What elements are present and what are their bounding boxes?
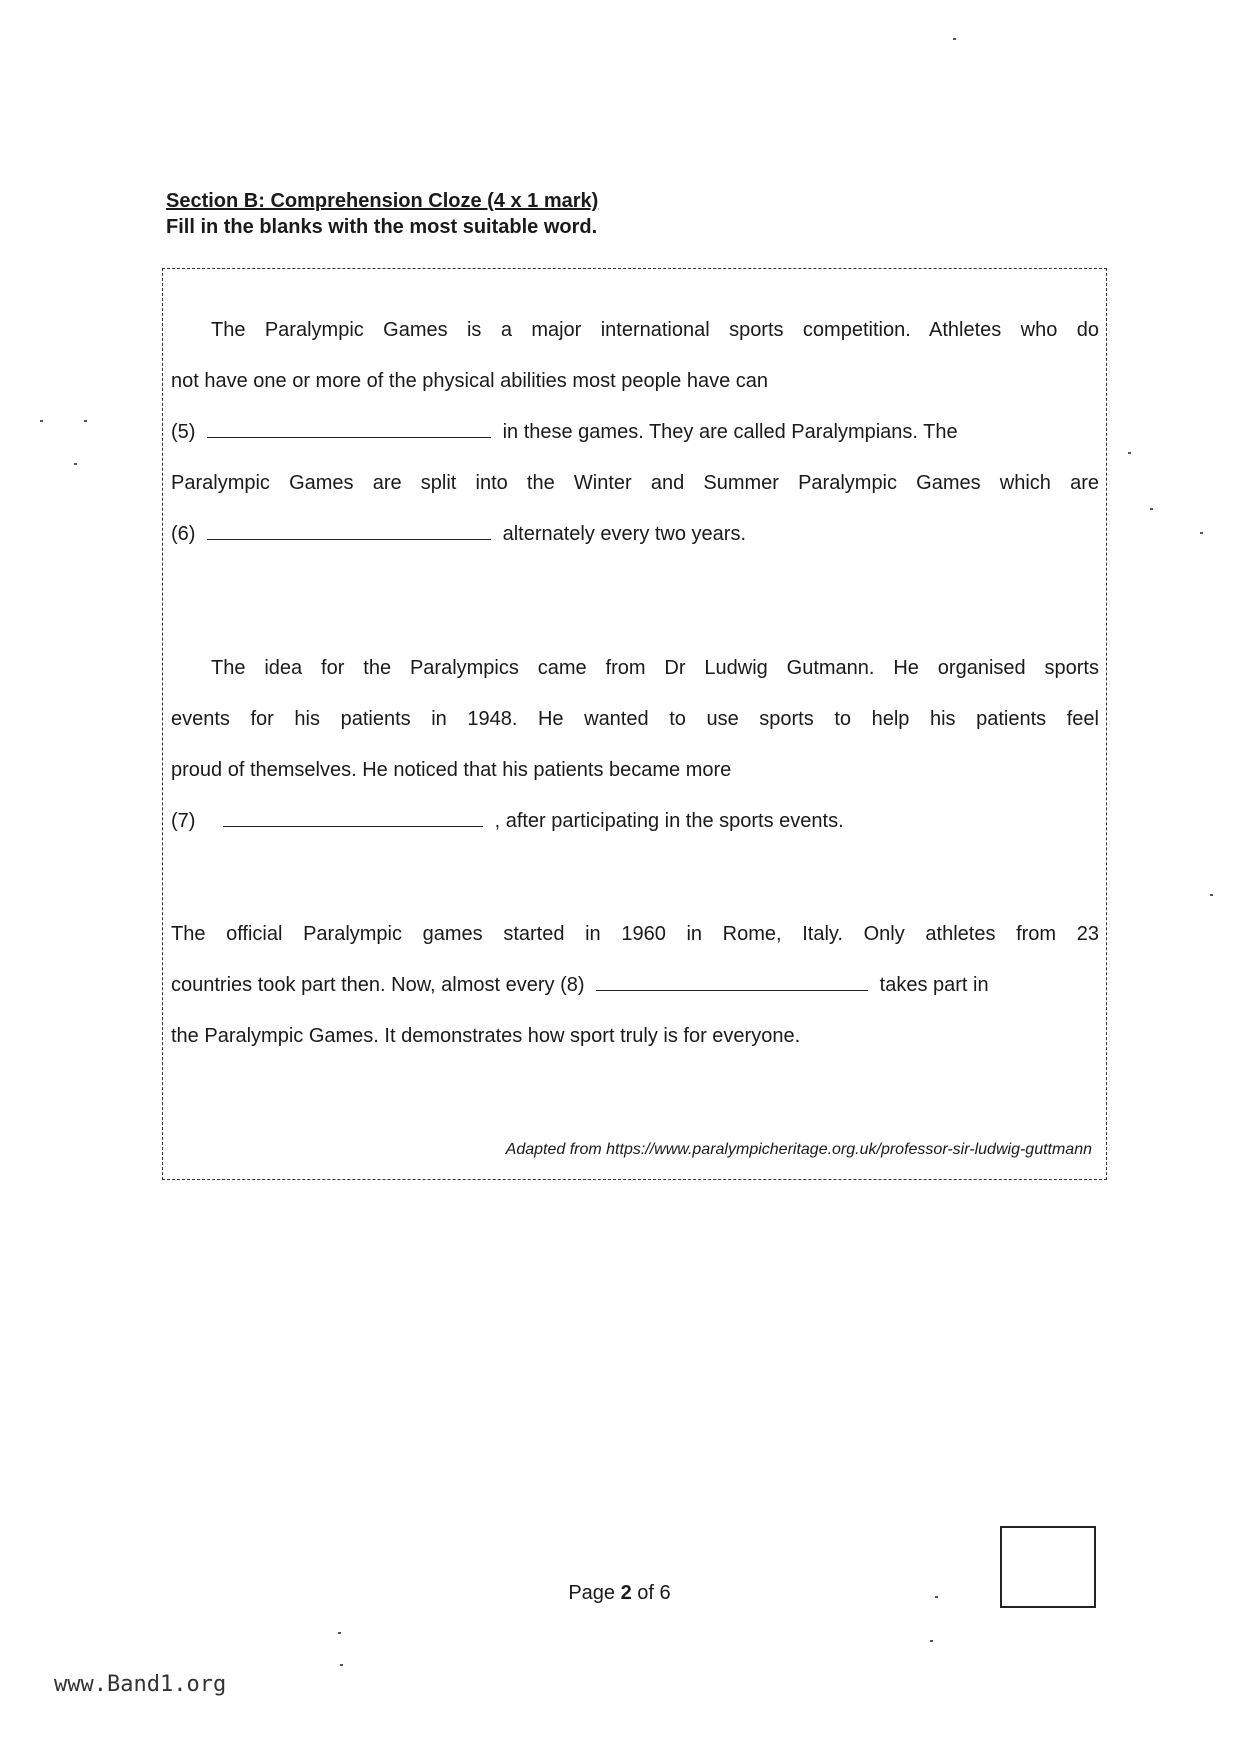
scan-speck [74, 463, 77, 465]
scan-speck [40, 420, 43, 422]
page-prefix: Page [568, 1582, 621, 1604]
watermark: www.Band1.org [54, 1672, 227, 1697]
passage-line [171, 509, 1099, 560]
passage-line [171, 960, 1099, 1011]
passage-line [171, 407, 1099, 458]
passage-text: , after participating in the sports events. [494, 810, 844, 832]
scan-speck [84, 420, 87, 422]
scan-speck [930, 1640, 933, 1642]
page-middle: of [631, 1582, 660, 1604]
scan-speck [340, 1664, 343, 1666]
passage-text: takes part in [879, 974, 989, 996]
passage-box [162, 268, 1107, 1180]
paragraph-3 [171, 909, 1099, 1062]
passage-line: The Paralympic Games is a major international sports competition. Athletes who do [211, 319, 1099, 341]
scan-speck [935, 1596, 938, 1598]
question-number-7: (7) [171, 810, 196, 832]
question-number-5: (5) [171, 421, 196, 443]
paragraph-1 [171, 305, 1099, 560]
section-title: Section B: Comprehension Cloze (4 x 1 mark) [166, 190, 599, 212]
blank-7[interactable] [223, 806, 483, 827]
scan-speck [1150, 508, 1153, 510]
page-current: 2 [620, 1582, 632, 1604]
page-total: 6 [659, 1582, 671, 1604]
paragraph-2 [171, 643, 1099, 847]
passage-line: not have one or more of the physical abilities most people have can [171, 370, 769, 392]
scan-speck [1210, 894, 1213, 896]
source-citation: Adapted from https://www.paralympicheritage.org.uk/professor-sir-ludwig-guttmann [505, 1141, 1092, 1158]
scan-speck [1200, 532, 1203, 534]
passage-line: the Paralympic Games. It demonstrates how sport truly is for everyone. [171, 1025, 801, 1047]
blank-8[interactable] [596, 970, 868, 991]
scan-speck [338, 1632, 341, 1634]
blank-6[interactable] [207, 519, 491, 540]
passage-text: countries took part then. Now, almost every (8) [171, 974, 585, 996]
passage-line: proud of themselves. He noticed that his patients became more [171, 759, 732, 781]
question-number-6: (6) [171, 523, 196, 545]
scan-speck [953, 38, 956, 40]
scan-speck [1128, 452, 1131, 454]
passage-line: events for his patients in 1948. He wanted to use sports to help his patients feel [171, 708, 1099, 730]
passage-line: Paralympic Games are split into the Winter and Summer Paralympic Games which are [171, 472, 1099, 494]
passage-text: in these games. They are called Paralympians. The [502, 421, 958, 443]
blank-5[interactable] [207, 417, 491, 438]
mark-box[interactable] [1000, 1526, 1096, 1608]
section-instruction: Fill in the blanks with the most suitable word. [166, 216, 598, 238]
section-header [166, 188, 598, 240]
passage-line: The idea for the Paralympics came from Dr Ludwig Gutmann. He organised sports [211, 657, 1099, 679]
passage-line [171, 796, 1099, 847]
passage-line: The official Paralympic games started in 1960 in Rome, Italy. Only athletes from 23 [171, 923, 1099, 945]
passage-text: alternately every two years. [502, 523, 747, 545]
